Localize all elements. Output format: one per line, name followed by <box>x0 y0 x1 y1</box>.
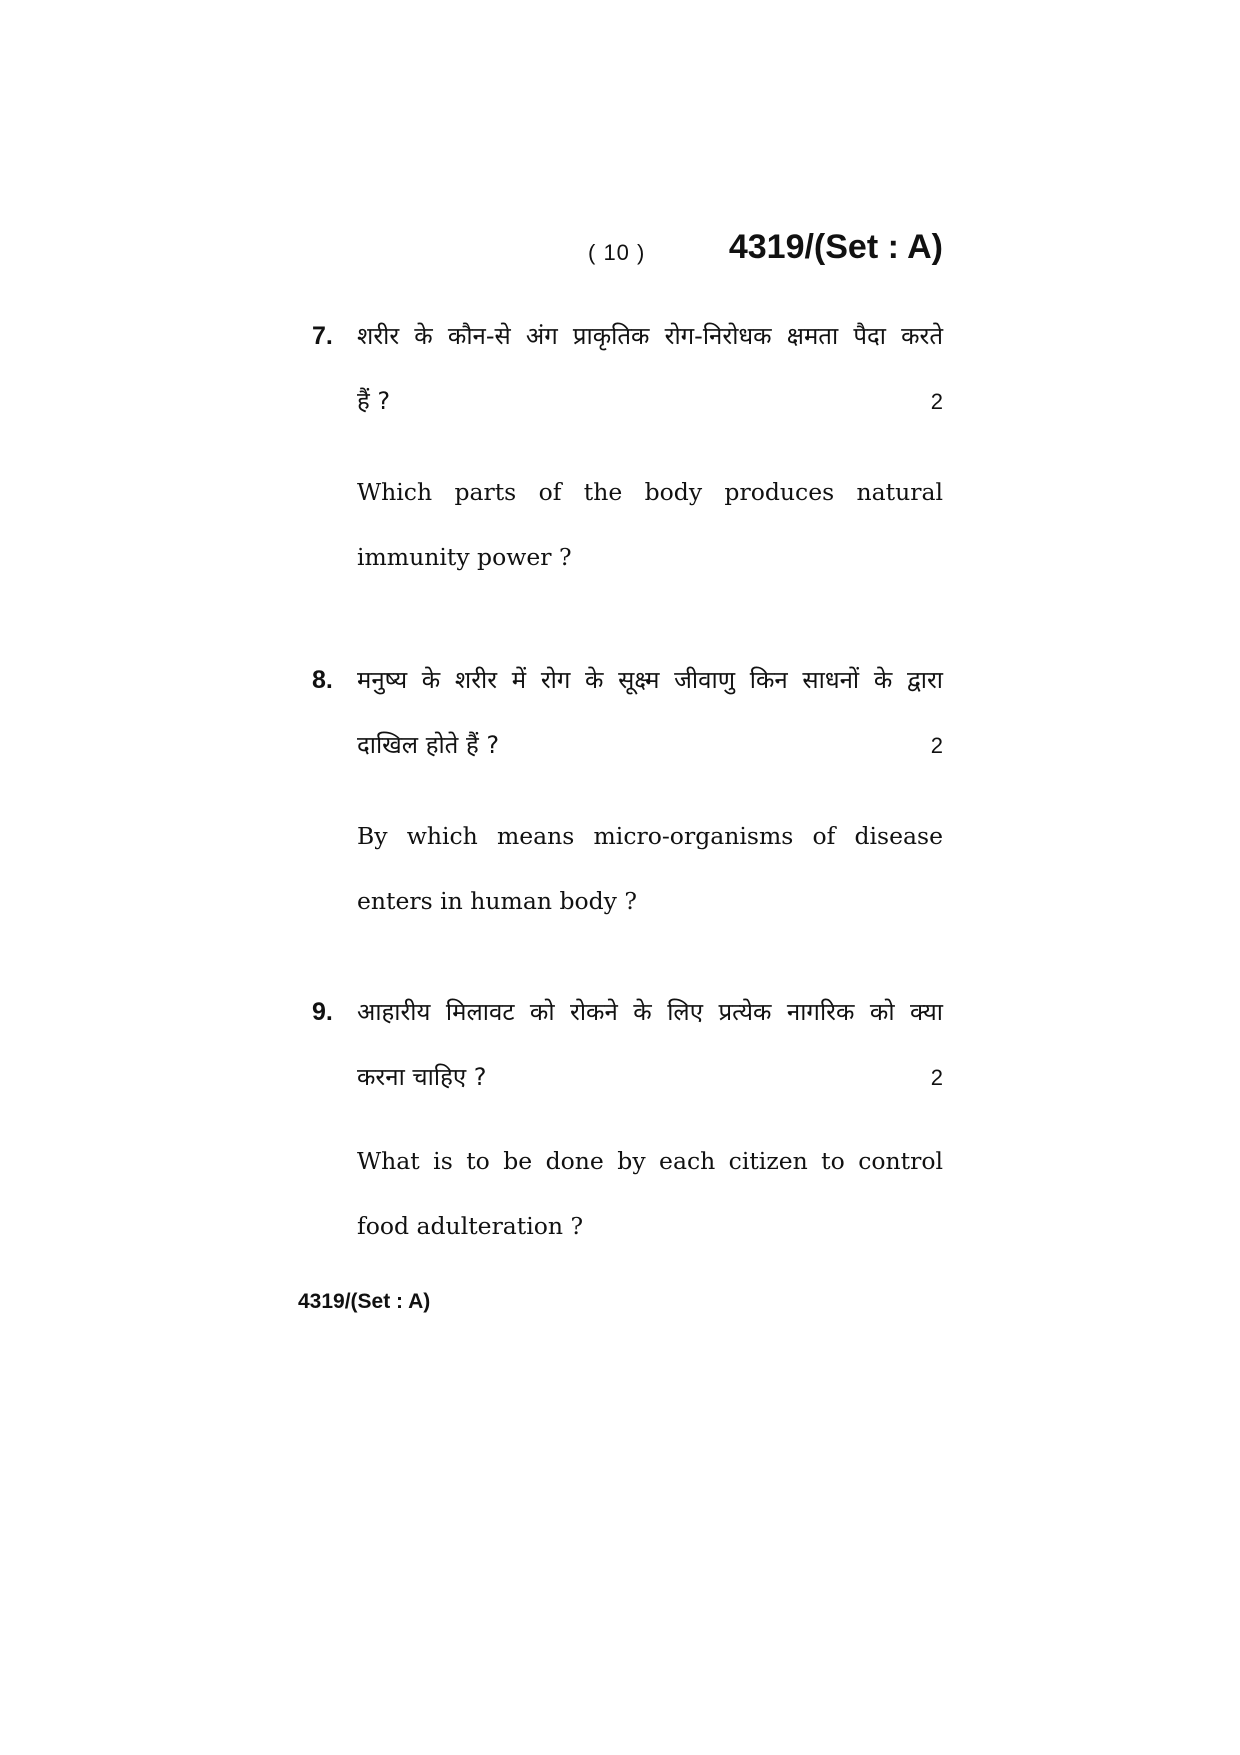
marks: 2 <box>930 733 943 758</box>
question-text-hindi-end <box>357 1058 943 1097</box>
question-text-english-line2: immunity power ? <box>357 543 572 571</box>
question-text-hindi-line2: दाखिल होते हैं ? <box>357 731 500 759</box>
question-text-hindi-end <box>357 726 943 765</box>
question-text-english-line2: food adulteration ? <box>357 1212 584 1240</box>
question-text-hindi-line2: हैं ? <box>357 387 391 415</box>
question-text-hindi-end <box>357 382 943 421</box>
question-text-hindi: शरीर के कौन-से अंग प्राकृतिक रोग-निरोधक क्षमता पैदा करते <box>357 322 943 350</box>
question-text-english: What is to be done by each citizen to control <box>357 1147 943 1175</box>
question-number: 9. <box>312 998 333 1026</box>
question-body <box>357 661 943 920</box>
question-number: 7. <box>312 322 333 350</box>
question-number: 8. <box>312 666 333 694</box>
marks: 2 <box>930 1065 943 1090</box>
marks: 2 <box>930 389 943 414</box>
question-text-english-line2: enters in human body ? <box>357 887 638 915</box>
question-text-english: Which parts of the body produces natural <box>357 478 943 506</box>
question-text-hindi-line2: करना चाहिए ? <box>357 1063 487 1091</box>
paper-code-header: 4319/(Set : A) <box>728 228 943 266</box>
question-text-hindi: आहारीय मिलावट को रोकने के लिए प्रत्येक नागरिक को क्या <box>357 998 943 1026</box>
paper-code-footer: 4319/(Set : A) <box>298 1290 431 1313</box>
question-text-hindi: मनुष्य के शरीर में रोग के सूक्ष्म जीवाणु किन साधनों के द्वारा <box>357 666 943 694</box>
question-body <box>357 993 943 1245</box>
question-text-english: By which means micro-organisms of disease <box>357 822 943 850</box>
question-body <box>357 317 943 576</box>
page-number: ( 10 ) <box>588 240 646 265</box>
